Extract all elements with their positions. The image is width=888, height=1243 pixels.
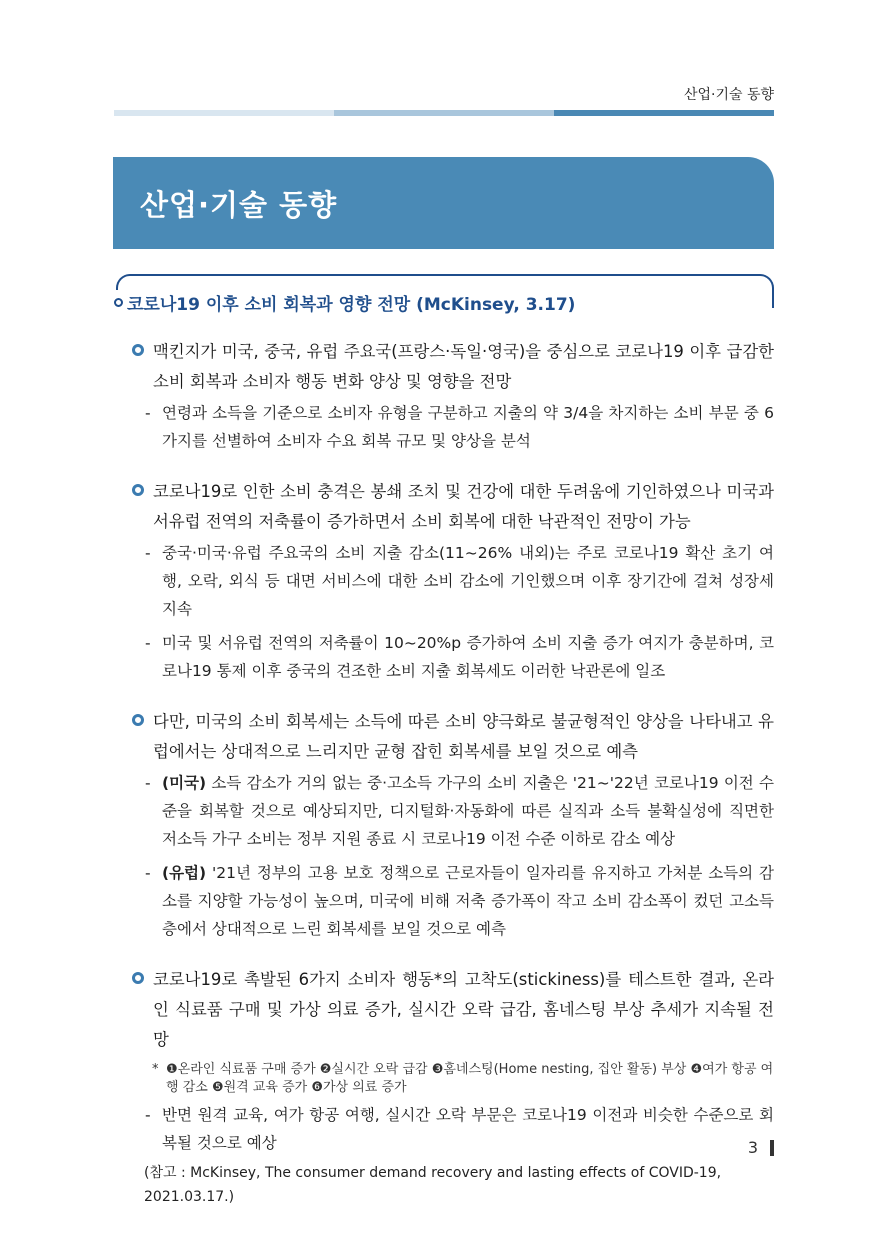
dash-tag: (미국) — [162, 774, 207, 792]
dash-text — [162, 859, 774, 943]
dash-marker: - — [145, 774, 151, 792]
ring-bullet-icon — [114, 298, 123, 307]
bullet-item — [132, 337, 774, 397]
dash-marker: - — [145, 404, 151, 422]
page-number — [748, 1138, 774, 1157]
dash-text: 중국·미국·유럽 주요국의 소비 지출 감소(11~26% 내외)는 주로 코로나19 확산 초기 여행, 오락, 외식 등 대면 서비스에 대한 소비 감소에 기인했으며 이후 장기간에 걸쳐 성장세 지속 — [162, 544, 774, 618]
header-label: 산업·기술 동향 — [683, 87, 774, 103]
content-body — [132, 337, 774, 1209]
section-heading — [114, 290, 581, 315]
header-rule-segment — [334, 110, 554, 116]
dash-body: 소득 감소가 거의 없는 중·고소득 가구의 소비 지출은 '21~'22년 코로나19 이전 수준을 회복할 것으로 예상되지만, 디지털화·자동화에 따른 실직과 소득 불확실성에 직면한 저소득 가구 소비는 정부 지원 종료 시 코로나19 이전 수준 이하로 감소 예상 — [162, 774, 774, 848]
dash-text: 미국 및 서유럽 전역의 저축률이 10~20%p 증가하여 소비 지출 증가 여지가 충분하며, 코로나19 통제 이후 중국의 견조한 소비 지출 회복세도 이러한 낙관론에 일조 — [162, 634, 774, 680]
dash-text: 반면 원격 교육, 여가 항공 여행, 실시간 오락 부문은 코로나19 이전과 비슷한 수준으로 회복될 것으로 예상 — [162, 1106, 774, 1152]
bullet-item — [132, 707, 774, 767]
bullet-text: 맥킨지가 미국, 중국, 유럽 주요국(프랑스·독일·영국)을 중심으로 코로나19 이후 급감한 소비 회복과 소비자 행동 변화 양상 및 영향을 전망 — [153, 342, 774, 391]
bullet-item — [132, 965, 774, 1055]
dash-item — [145, 399, 774, 455]
dash-text: 연령과 소득을 기준으로 소비자 유형을 구분하고 지출의 약 3/4을 차지하는 소비 부문 중 6가지를 선별하여 소비자 수요 회복 규모 및 양상을 분석 — [162, 404, 774, 450]
dash-tag: (유럽) — [162, 864, 207, 882]
circle-bullet-icon — [132, 972, 144, 984]
page-title: 산업·기술 동향 — [140, 188, 338, 222]
circle-bullet-icon — [132, 484, 144, 496]
dash-marker: - — [145, 634, 151, 652]
dash-item — [145, 769, 774, 853]
circle-bullet-icon — [132, 344, 144, 356]
footnote-text: ❶온라인 식료품 구매 증가 ❷실시간 오락 급감 ❸홈네스팅(Home nesting, 집안 활동) 부상 ❹여가 항공 여행 감소 ❺원격 교육 증가 ❻가상 의료 증가 — [166, 1062, 774, 1095]
header-rule-segment — [114, 110, 334, 116]
dash-body: '21년 정부의 고용 보호 정책으로 근로자들이 일자리를 유지하고 가처분 소득의 감소를 지양할 가능성이 높으며, 미국에 비해 저축 증가폭이 작고 소비 감소폭이 컸던 고소득층에서 상대적으로 느린 회복세를 보일 것으로 예측 — [162, 864, 774, 938]
reference-citation: (참고 : McKinsey, The consumer demand recovery and lasting effects of COVID-19, 2021.03.17.) — [144, 1165, 722, 1205]
dash-marker: - — [145, 1106, 151, 1124]
page-number-text: 3 — [747, 1138, 758, 1157]
bullet-text: 코로나19로 인한 소비 충격은 봉쇄 조치 및 건강에 대한 두려움에 기인하였으나 미국과 서유럽 전역의 저축률이 증가하면서 소비 회복에 대한 낙관적인 전망이 가능 — [153, 482, 774, 531]
footnote — [152, 1061, 774, 1097]
bullet-text: 코로나19로 촉발된 6가지 소비자 행동*의 고착도(stickiness)를 테스트한 결과, 온라인 식료품 구매 및 가상 의료 증가, 실시간 오락 급감, 홈네스팅 부상 추세가 지속될 전망 — [153, 970, 774, 1049]
dash-marker: - — [145, 544, 151, 562]
page-marker — [770, 1140, 774, 1156]
title-banner — [113, 157, 774, 249]
dash-text — [162, 769, 774, 853]
dash-item — [145, 629, 774, 685]
bullet-item — [132, 477, 774, 537]
circle-bullet-icon — [132, 714, 144, 726]
dash-item — [145, 859, 774, 943]
bullet-text: 다만, 미국의 소비 회복세는 소득에 따른 소비 양극화로 불균형적인 양상을 나타내고 유럽에서는 상대적으로 느리지만 균형 잡힌 회복세를 보일 것으로 예측 — [153, 712, 774, 761]
dash-item — [145, 539, 774, 623]
dash-marker: - — [145, 864, 151, 882]
header-rule — [114, 110, 774, 116]
section-heading-text: 코로나19 이후 소비 회복과 영향 전망 (McKinsey, 3.17) — [127, 295, 576, 315]
dash-item — [145, 1101, 774, 1157]
footnote-marker: * — [152, 1062, 159, 1077]
header-rule-segment — [554, 110, 774, 116]
